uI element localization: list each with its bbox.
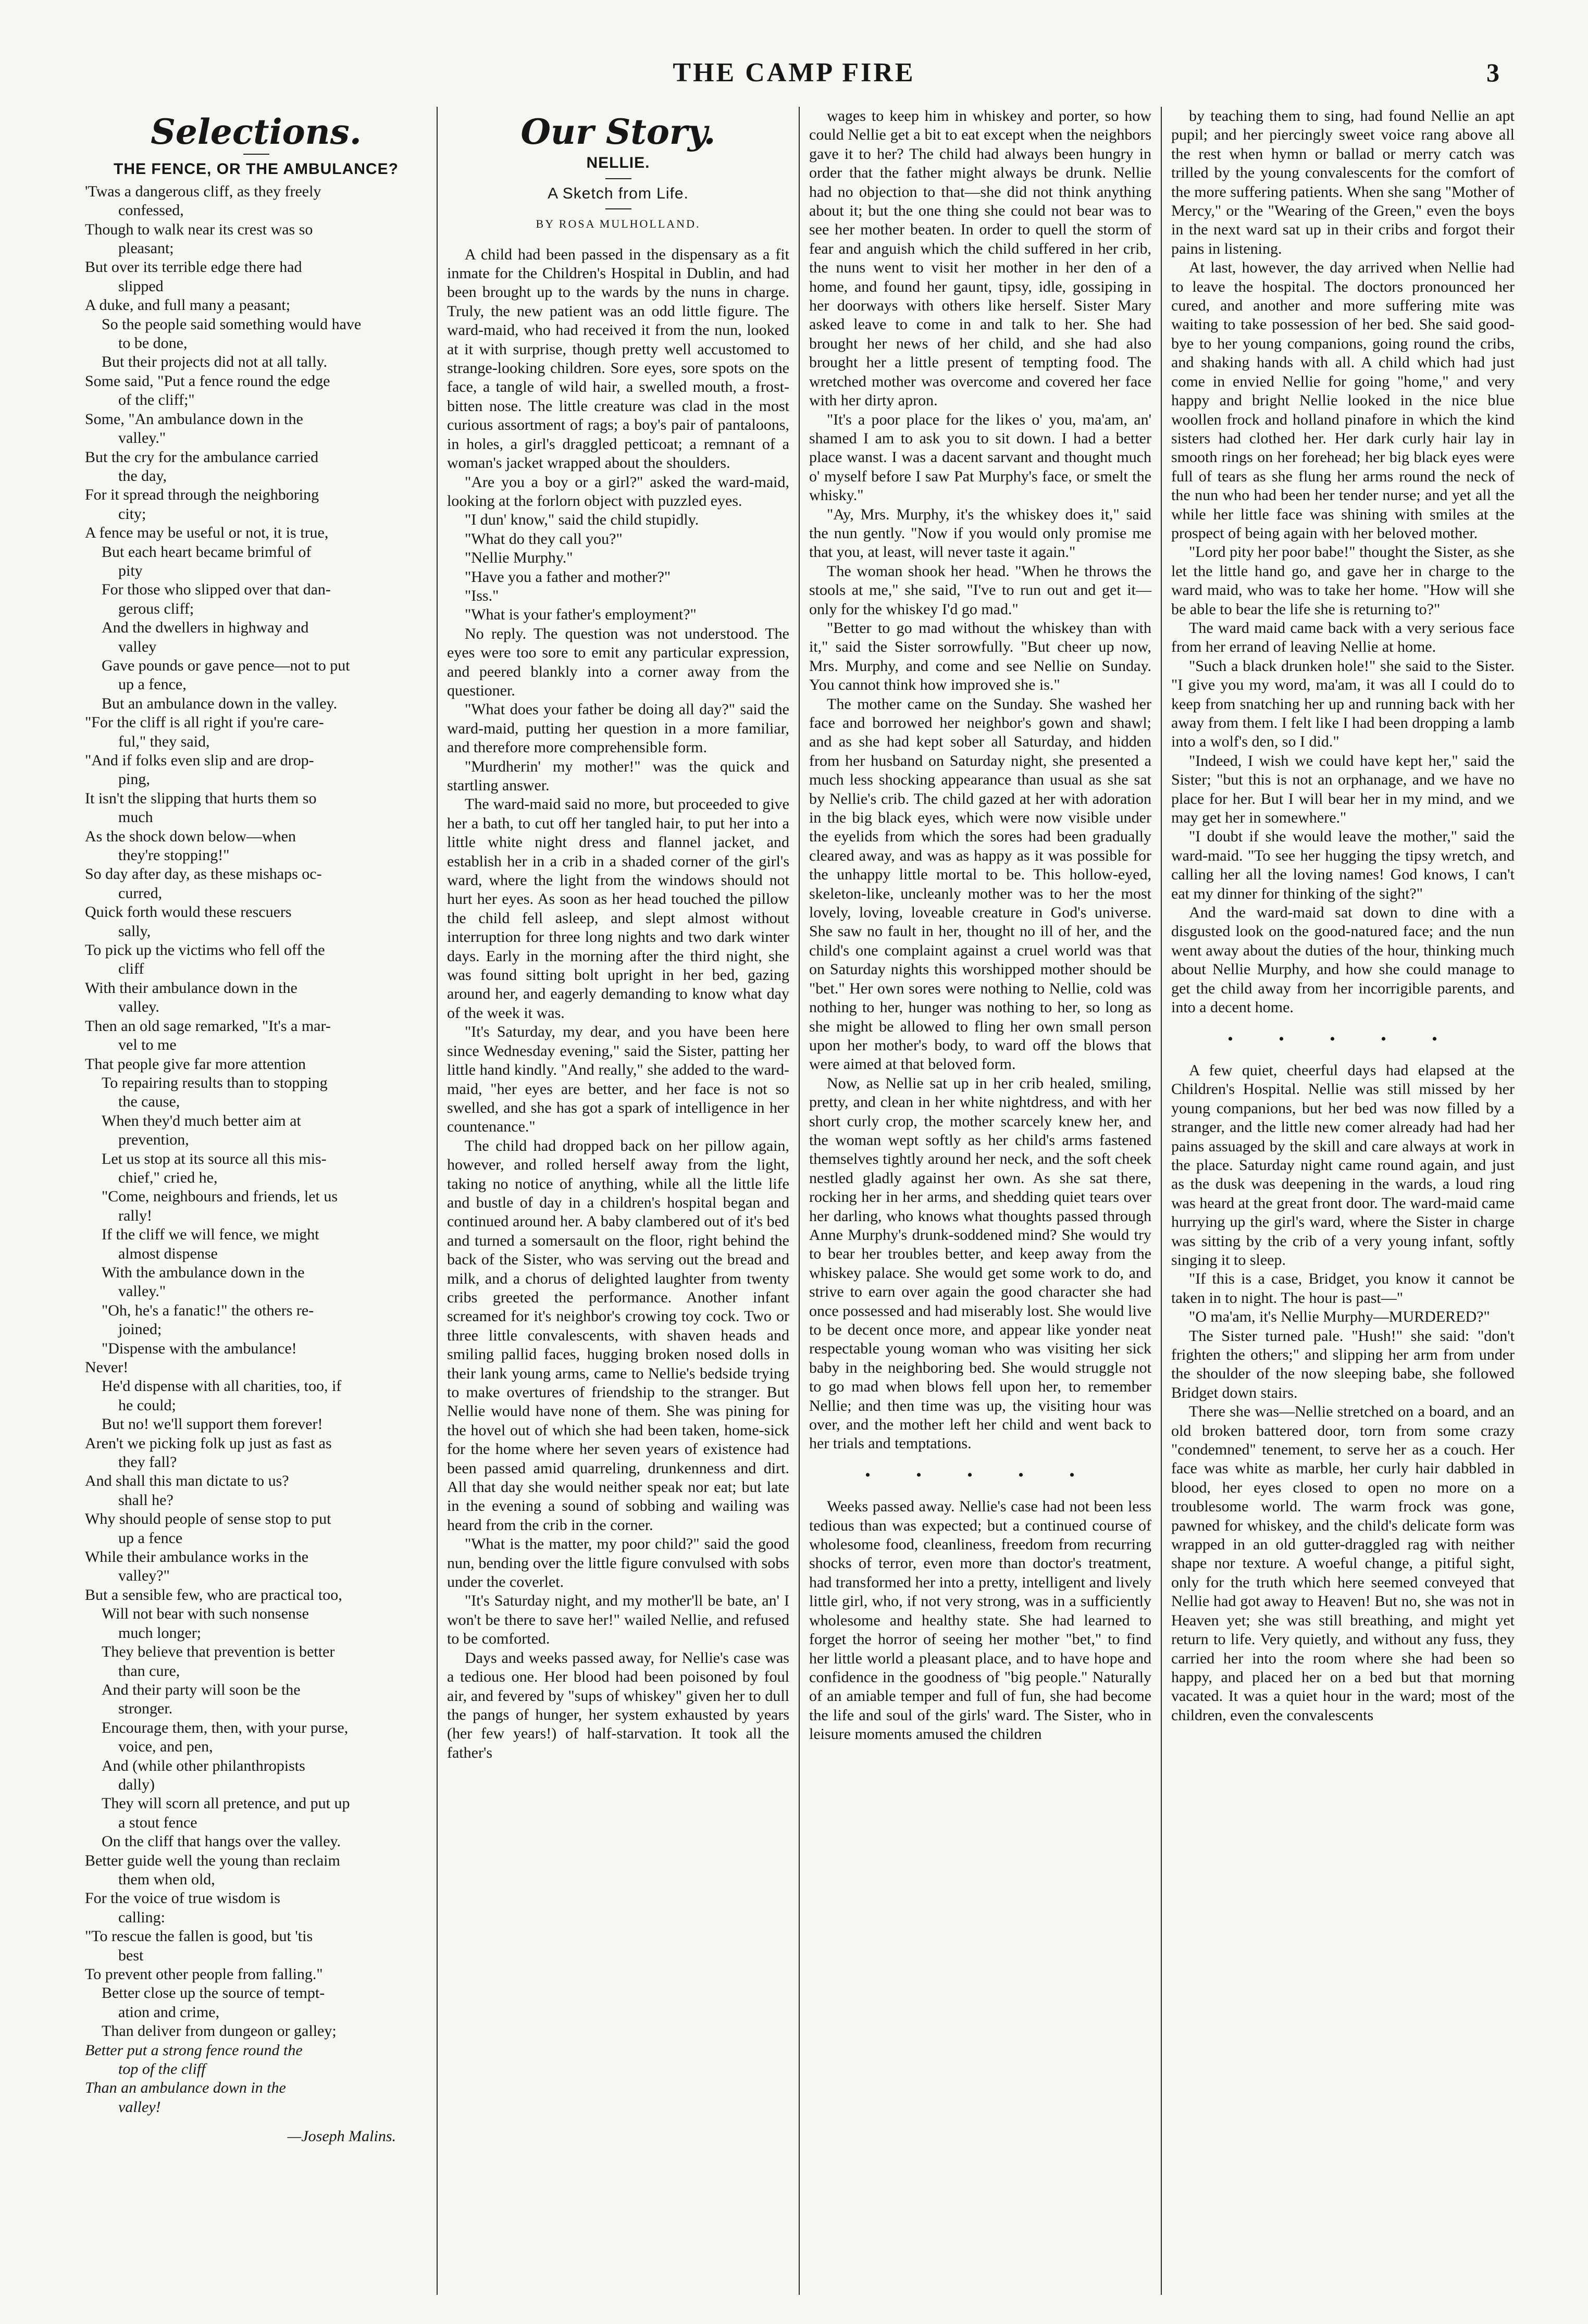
poem-line: the day, xyxy=(118,467,167,484)
poem-line: They will scorn all pretence, and put up xyxy=(102,1795,350,1812)
poem-line: they're stopping!" xyxy=(118,847,230,864)
poem-line: Aren't we picking folk up just as fast as xyxy=(85,1434,332,1452)
column-story-continued-2 xyxy=(1162,107,1524,2295)
poem-line: vel to me xyxy=(118,1036,177,1054)
poem-line: A fence may be useful or not, it is true, xyxy=(85,524,329,542)
poem-line: valley." xyxy=(118,429,166,447)
poem-line: But each heart became brimful of xyxy=(102,543,312,561)
poem-line: he could; xyxy=(118,1396,176,1414)
poem-line: "And if folks even slip and are drop- xyxy=(85,752,314,769)
story-paragraph: A few quiet, cheerful days had elapsed at the Children's Hospital. Nellie was still missed by her young companions, but her bed was now filled by a stranger, and the little new comer already had had her pains assuaged by the skill and care always at work in the place. Saturday night came round again, and just as the dusk was deepening in the wards, a loud ring was heard at the great front door. The ward-maid came hurrying up the girl's ward, where the Sister in charge was sitting by the crib of a very young infant, softly singing it to sleep. xyxy=(1171,1061,1515,1269)
poem-line: Than deliver from dungeon or galley; xyxy=(102,2022,337,2040)
poem-line: While their ambulance works in the xyxy=(85,1548,309,1566)
poem-line: best xyxy=(118,1946,144,1964)
story-paragraph: "Nellie Murphy." xyxy=(465,549,573,567)
story-paragraph: The mother came on the Sunday. She washed her face and borrowed her neighbor's gown and shawl; and as she had kept sober all Saturday, and hidden from her husband on Saturday night, she presented a much less shocking appearance than usual as she sat by Nellie's crib. The child gazed at her with adoration in the big black eyes, which were now visible under the eyelids from which the sores had been gradually cleared away, and was as happy as it was possible for the unhappy little mortal to be. This hollow-eyed, skeleton-like, uncleanly mother was to her the most lovely, loving, loveable creature in God's universe. She saw no fault in her, thought no ill of her, and the child's one complaint against a cruel world was that on Saturday nights this worshipped mother should be "bet." Her own sores were nothing to Nellie, cold was nothing to her, hunger was nothing to her, so long as she might be allowed to fling her own small person upon her mother's body, to ward off the blows that were aimed at that beloved form. xyxy=(809,695,1151,1073)
poem-line: rally! xyxy=(118,1207,152,1224)
story-paragraph: "Ay, Mrs. Murphy, it's the whiskey does it," said the nun gently. "Now if you would only promise me that you, at least, will never taste it again." xyxy=(809,505,1151,561)
poem-line: "Dispense with the ambulance! xyxy=(102,1339,297,1357)
poem-line: Gave pounds or gave pence—not to put xyxy=(102,656,350,674)
story-text-col2 xyxy=(447,245,789,1763)
poem-line: joined; xyxy=(118,1321,162,1338)
poem-line: For it spread through the neighboring xyxy=(85,486,319,504)
poem-line: And shall this man dictate to us? xyxy=(85,1472,289,1490)
poem-line: "Come, neighbours and friends, let us xyxy=(102,1188,338,1206)
poem-line: prevention, xyxy=(118,1131,189,1149)
poem-line: So the people said something would have xyxy=(102,315,362,333)
poem-line: ation and crime, xyxy=(118,2003,220,2021)
poem-line: And the dwellers in highway and xyxy=(102,619,309,637)
section-break-ornament: • • • • • xyxy=(865,1466,1096,1484)
story-paragraph: "What do they call you?" xyxy=(465,530,623,548)
poem-line: When they'd much better aim at xyxy=(102,1112,301,1129)
poem-line: slipped xyxy=(118,277,164,295)
section-heading-our-story: Our Story. xyxy=(520,111,716,152)
poem-line: But the cry for the ambulance carried xyxy=(85,448,319,466)
story-paragraph: "Such a black drunken hole!" she said to the Sister. "I give you my word, ma'am, it was all I could do to keep from snatching her up and running back with her away from them. I felt like I had been dropping a lamb into a wolf's den, so I did." xyxy=(1171,657,1515,751)
poem-line: Some said, "Put a fence round the edge xyxy=(85,372,330,390)
page-number: 3 xyxy=(1486,58,1499,87)
story-paragraph: Now, as Nellie sat up in her crib healed, smiling, pretty, and clean in her white nightdress, and with her short curly crop, the mother scarcely knew her, and the woman wept softly as her child's arms fastened themselves tightly around her neck, and the soft cheek nestled gladly against her own. As she sat there, rocking her in her arms, and shedding quiet tears over her darling, who knows what thoughts passed through Anne Murphy's drunk-soddened mind? She would try to bear her troubles better, and keep away from the whiskey palace. She would get some work to do, and strive to earn over again the good character she had once possessed and had miserably lost. She would live to be decent once more, and appear like yonder neat respectable young woman who was visiting her sick baby in the neighboring bed. She would struggle not to go mad when blows fell upon her, to remember Nellie; and then time was up, the visiting hour was over, and the mother left her child and went back to her trials and temptations. xyxy=(809,1074,1151,1452)
poem-line: For the voice of true wisdom is xyxy=(85,1890,280,1907)
story-paragraph: The ward-maid said no more, but proceeded to give her a bath, to cut off her tangled hair, to put her into a little white night dress and flannel jacket, and establish her in a crib in a shaded corner of the girl's ward, where the light from the windows should not hurt her eyes. As soon as her head touched the pillow the child fell asleep, and slept almost without interruption for three long nights and two dark winter days. Early in the morning after the third night, she was found sitting bolt upright in her bed, gazing around her, and eagerly demanding to know what day of the week it was. xyxy=(447,796,789,1022)
story-paragraph: Weeks passed away. Nellie's case had not been less tedious than was expected; but a continued course of wholesome food, cleanliness, freedom from recurring shocks of terror, even more than doctor's treatment, had transformed her into a pretty, intelligent and lively little girl, who, if not very strong, was in a sufficiently wholesome and healthy state. She had learned to forget the horror of seeing her mother "bet," to find her little world a pleasant place, and to have hope and confidence in the goodness of "big people." Naturally of an amiable temper and full of fun, she had become the life and soul of the girls' ward. The Sister, who in leisure moments amused the children xyxy=(809,1498,1151,1743)
poem-line: shall he? xyxy=(118,1491,173,1509)
poem-line: dally) xyxy=(118,1775,155,1793)
story-paragraph: "Murdherin' my mother!" was the quick and startling answer. xyxy=(447,757,789,794)
divider xyxy=(605,208,631,209)
poem-line: If the cliff we will fence, we might xyxy=(102,1226,319,1244)
poem-signature: —Joseph Malins. xyxy=(287,2128,396,2145)
poem-line: Than an ambulance down in the xyxy=(85,2079,286,2097)
story-paragraph: "Better to go mad without the whiskey than with it," said the Sister sorrowfully. "But cheer up now, Mrs. Murphy, and come and see Nellie on Sunday. You cannot think how improved she is." xyxy=(809,619,1151,694)
divider xyxy=(605,178,631,179)
poem-line: Some, "An ambulance down in the xyxy=(85,410,303,428)
poem-line: valley. xyxy=(118,998,159,1016)
story-paragraph: "I doubt if she would leave the mother," said the ward-maid. "To see her hugging the tipsy wretch, and calling her all the loving names! God knows, I can't eat my dinner for thinking of the sight?" xyxy=(1171,828,1515,902)
poem-line: They believe that prevention is better xyxy=(102,1643,335,1661)
story-text-col4b xyxy=(1171,1061,1515,1725)
poem-line: "Oh, he's a fanatic!" the others re- xyxy=(102,1301,314,1319)
column-story-continued-1 xyxy=(800,107,1162,2295)
poem-body xyxy=(85,182,427,2117)
poem-line: chief," cried he, xyxy=(118,1169,218,1186)
poem-line: calling: xyxy=(118,1908,165,1926)
poem-line: But an ambulance down in the valley. xyxy=(102,694,338,712)
poem-line: curred, xyxy=(118,884,163,902)
story-paragraph: "It's a poor place for the likes o' you, ma'am, an' shamed I am to ask you to sit down. I had a better place wanst. I was a dacent sarvant and thought much o' myself before I saw Pat Murphy's face, or smelt the whisky." xyxy=(809,411,1151,504)
poem-line: Why should people of sense stop to put xyxy=(85,1510,331,1528)
poem-line: For those who slipped over that dan- xyxy=(102,581,331,599)
story-paragraph: The child had dropped back on her pillow again, however, and rolled herself away from the light, taking no notice of anything, while all the little life and bustle of day in a children's hospital began and continued around her. A baby clambered out of it's bed and turned a somersault on the floor, right behind the back of the Sister, who was serving out the bread and milk, and a chorus of delighted laughter from twenty cribs greeted the performance. Another infant screamed for it's neighbor's crowing toy cock. Two or three little convalescents, with shaven heads and smiling pallid faces, hugging broken nosed dolls in their lank young arms, came to Nellie's bedside trying to make overtures of friendship to the stranger. But Nellie would have none of them. She was pining for the hovel out of which she had been taken, home-sick for the home where her seven years of existence had been passed amid quarreling, drunkenness and dirt. All that day she would neither speak nor eat; but late in the evening a sound of sobbing and wailing was heard from the crib in the corner. xyxy=(447,1137,789,1534)
story-paragraph: At last, however, the day arrived when Nellie had to leave the hospital. The doctors pronounced her cured, and another and more suffering mite was waiting to take possession of her bed. She said good-bye to her young companions, going round the cribs, and shaking hands with all. A child which had just come in envied Nellie for going "home," and very happy and bright Nellie looked in the nice blue woollen frock and holland pinafore in which the kind sisters had clothed her. Her dark curly hair lay in smooth rings on her forehead; her big black eyes were full of tears as she flung her arms round the neck of the nun who had been her tender nurse; and yet all the while her little face was shining with smiles at the prospect of being again with her beloved mother. xyxy=(1171,259,1515,542)
poem-line: But no! we'll support them forever! xyxy=(102,1415,323,1433)
story-paragraph: A child had been passed in the dispensary as a fit inmate for the Children's Hospital in Dublin, and had been brought up to the wards by the nuns in charge. Truly, the new patient was an odd little figure. The ward-maid, who had received it from the nun, looked at it with surprise, though pretty well accustomed to strange-looking children. Sore eyes, sore spots on the face, a tangle of wild hair, a swelled mouth, a frost-bitten nose. The little creature was clad in the most curious assortment of rags; a boy's pair of pantaloons, in holes, a girl's draggled petticoat; a remnant of a woman's jacket wrapped about the shoulders. xyxy=(447,245,789,472)
section-break-ornament: • • • • • xyxy=(1227,1030,1458,1048)
poem-line: "To rescue the fallen is good, but 'tis xyxy=(85,1928,313,1945)
poem-line: than cure, xyxy=(118,1662,180,1680)
poem-line: So day after day, as these mishaps oc- xyxy=(85,865,322,883)
poem-line: Will not bear with such nonsense xyxy=(102,1605,309,1623)
poem-line: valley." xyxy=(118,1283,166,1300)
poem-line: "For the cliff is all right if you're care- xyxy=(85,714,324,731)
poem-line: And (while other philanthropists xyxy=(102,1757,305,1774)
story-text-col3b xyxy=(809,1497,1151,1744)
poem-title: THE FENCE, OR THE AMBULANCE? xyxy=(114,160,399,178)
poem-line: to be done, xyxy=(118,334,188,352)
story-paragraph: "O ma'am, it's Nellie Murphy—MURDERED?" xyxy=(1189,1308,1490,1326)
poem-line: As the shock down below—when xyxy=(85,827,296,845)
story-title: NELLIE. xyxy=(586,154,650,172)
story-paragraph: There she was—Nellie stretched on a board, and an old broken battered door, torn from some crazy "condemned" tenement, to serve her as a couch. Her face was white as marble, her curly hair dabbled in blood, her eyes closed to open no more on a troublesome world. The warm frock was gone, pawned for whiskey, and the child's delicate form was wrapped in an old gutter-draggled rag with neither shape nor texture. A woeful change, a pitiful sight, only for the truth which here seemed conveyed that Nellie had got away to Heaven! But no, she was not in Heaven yet; she was still breathing, and might yet return to life. Very quietly, and without any fuss, they carried her into the room where she had been so happy, and placed her on a bed but that morning vacated. It was a quiet hour in the ward; most of the children, even the convalescents xyxy=(1171,1403,1515,1724)
poem-line: a stout fence xyxy=(118,1813,197,1831)
poem-line: Never! xyxy=(85,1359,129,1376)
story-paragraph: "Lord pity her poor babe!" thought the Sister, as she let the little hand go, and gave her in charge to the ward maid, who was to take her home. "How will she be able to bear the life she is returning to?" xyxy=(1171,543,1515,618)
running-head xyxy=(78,57,1510,99)
story-text-col4a xyxy=(1171,107,1515,1017)
poem-line: up a fence xyxy=(118,1529,183,1547)
story-byline: BY ROSA MULHOLLAND. xyxy=(536,217,701,231)
poem-line: To pick up the victims who fell off the xyxy=(85,941,325,959)
poem-line: Better put a strong fence round the xyxy=(85,2041,303,2059)
story-paragraph: And the ward-maid sat down to dine with a disgusted look on the good-natured face; and the nun went away about the duties of the hour, thinking much about Nellie Murphy, and how she could manage to get the child away from her incorrigible parents, and into a decent home. xyxy=(1171,904,1515,1016)
poem-line: Let us stop at its source all this mis- xyxy=(102,1150,327,1167)
poem-line: But their projects did not at all tally. xyxy=(102,353,327,371)
poem-line: of the cliff;" xyxy=(118,391,195,409)
story-paragraph: "Indeed, I wish we could have kept her," said the Sister; "but this is not an orphanage, and we have no place for her. But I will bear her in my mind, and we may get her in somewhere." xyxy=(1171,752,1515,827)
divider xyxy=(243,154,269,155)
poem-line: top of the cliff xyxy=(118,2060,206,2078)
story-paragraph: wages to keep him in whiskey and porter, so how could Nellie get a bit to eat except when the neighbors gave it to her? The child had always been hungry in order that the father might always be drunk. Nellie had no objection to that—she did not think anything about it; but the one thing she could not bear was to see her mother beaten. In order to quell the storm of fear and anguish which the child suffered in her crib, the nuns went to visit her mother in her den of a home, and found her gaunt, tipsy, idle, gossiping in her doorways with others like herself. Sister Mary asked leave to come in and talk to her. She had brought her news of her child, and she had also brought her a little present of tempting food. The wretched mother was overcome and covered her face with her dirty apron. xyxy=(809,107,1151,409)
poem-line: To prevent other people from falling." xyxy=(85,1966,323,1983)
poem-line: And their party will soon be the xyxy=(102,1681,301,1698)
poem-line: It isn't the slipping that hurts them so xyxy=(85,789,317,807)
poem-line: Better close up the source of tempt- xyxy=(102,1984,325,2002)
poem-line: valley xyxy=(118,638,157,655)
story-paragraph: "Are you a boy or a girl?" asked the ward-maid, looking at the forlorn object with puzzled eyes. xyxy=(447,473,789,509)
story-text-col3a xyxy=(809,107,1151,1453)
poem-line: ping, xyxy=(118,770,150,788)
poem-line: pity xyxy=(118,562,143,579)
poem-line: With their ambulance down in the xyxy=(85,979,297,997)
poem-line: confessed, xyxy=(118,202,184,219)
poem-line: But a sensible few, who are practical too, xyxy=(85,1586,342,1604)
story-paragraph: Days and weeks passed away, for Nellie's case was a tedious one. Her blood had been poisoned by foul air, and fevered by "sups of whiskey" given her to dull the pangs of hunger, her system exhausted by years (her few years!) of half-starvation. It took all the father's xyxy=(447,1649,789,1761)
poem-line: That people give far more attention xyxy=(85,1055,306,1073)
column-our-story xyxy=(438,107,800,2295)
story-paragraph: by teaching them to sing, had found Nellie an apt pupil; and her piercingly sweet voice rang above all the rest when hymn or ballad or merry catch was trilled by the young convalescents for the comfort of the more suffering patients. When she sang "Mother of Mercy," or the "Wearing of the Green," even the boys in the next ward sat up in their cribs and forgot their pains in listening. xyxy=(1171,107,1515,257)
poem-line: On the cliff that hangs over the valley. xyxy=(102,1833,341,1850)
story-paragraph: "What does your father be doing all day?" said the ward-maid, putting her question in a more familiar, and therefore more comprehensible form. xyxy=(447,701,789,756)
story-paragraph: No reply. The question was not understood. The eyes were too sore to emit any particular expression, and peered blankly into a corner away from the questioner. xyxy=(447,625,789,699)
poem-line: He'd dispense with all charities, too, if xyxy=(102,1377,342,1395)
story-paragraph: The ward maid came back with a very serious face from her errand of leaving Nellie at home. xyxy=(1171,619,1515,656)
poem-line: ful," they said, xyxy=(118,732,210,750)
story-paragraph: "Have you a father and mother?" xyxy=(465,568,671,586)
poem-line: 'Twas a dangerous cliff, as they freely xyxy=(85,182,321,200)
poem-line: sally, xyxy=(118,922,151,940)
story-paragraph: The Sister turned pale. "Hush!" she said: "don't frighten the others;" and slipping her arm from under the shoulder of the now sleeping babe, she followed Bridget down stairs. xyxy=(1171,1327,1515,1401)
story-subtitle: A Sketch from Life. xyxy=(548,184,689,202)
poem-line: the cause, xyxy=(118,1093,180,1111)
poem-line: they fall? xyxy=(118,1453,177,1471)
poem-line: Though to walk near its crest was so xyxy=(85,220,313,238)
poem-line: A duke, and full many a peasant; xyxy=(85,296,291,314)
story-paragraph: "If this is a case, Bridget, you know it cannot be taken in to night. The hour is past—" xyxy=(1171,1270,1515,1307)
poem-line: almost dispense xyxy=(118,1245,218,1262)
poem-line: valley?" xyxy=(118,1567,170,1585)
story-paragraph: "I dun' know," said the child stupidly. xyxy=(465,511,699,529)
poem-line: gerous cliff; xyxy=(118,600,194,617)
poem-line: Better guide well the young than reclaim xyxy=(85,1851,340,1869)
poem-line: them when old, xyxy=(118,1870,215,1888)
poem-line: To repairing results than to stopping xyxy=(102,1074,328,1091)
publication-title: THE CAMP FIRE xyxy=(673,58,915,88)
story-paragraph: "What is the matter, my poor child?" said the good nun, bending over the little figure convulsed with sobs under the coverlet. xyxy=(447,1535,789,1591)
poem-line: Encourage them, then, with your purse, xyxy=(102,1719,349,1736)
poem-line: up a fence, xyxy=(118,676,187,693)
section-heading-selections: Selections. xyxy=(151,111,362,152)
column-selections xyxy=(76,107,438,2295)
poem-line: With the ambulance down in the xyxy=(102,1263,305,1281)
columns xyxy=(76,107,1524,2295)
poem-line: much longer; xyxy=(118,1624,202,1642)
story-paragraph: "It's Saturday night, and my mother'll be bate, an' I won't be there to save her!" wailed Nellie, and refused to be comforted. xyxy=(447,1592,789,1648)
poem-line: much xyxy=(118,809,153,826)
poem-line: cliff xyxy=(118,960,144,978)
poem-line: city; xyxy=(118,505,146,523)
poem-line: But over its terrible edge there had xyxy=(85,258,302,276)
story-paragraph: "What is your father's employment?" xyxy=(465,606,697,624)
story-paragraph: "Iss." xyxy=(465,587,499,604)
poem-line: voice, and pen, xyxy=(118,1738,213,1756)
poem-line: pleasant; xyxy=(118,240,174,257)
poem-line: valley! xyxy=(118,2098,161,2116)
poem-line: Quick forth would these rescuers xyxy=(85,903,292,921)
poem-line: Then an old sage remarked, "It's a mar- xyxy=(85,1017,331,1035)
story-paragraph: "It's Saturday, my dear, and you have been here since Wednesday evening," said the Sister, patting her little hand kindly. "And really," she added to the ward-maid, "her eyes are better, and her face is not so swelled, and she has got a spark of intelligence in her countenance." xyxy=(447,1023,789,1136)
poem-line: stronger. xyxy=(118,1700,173,1718)
story-paragraph: The woman shook her head. "When he throws the stools at me," she said, "I've to run out and get it—only for the whiskey I'd go mad." xyxy=(809,562,1151,618)
